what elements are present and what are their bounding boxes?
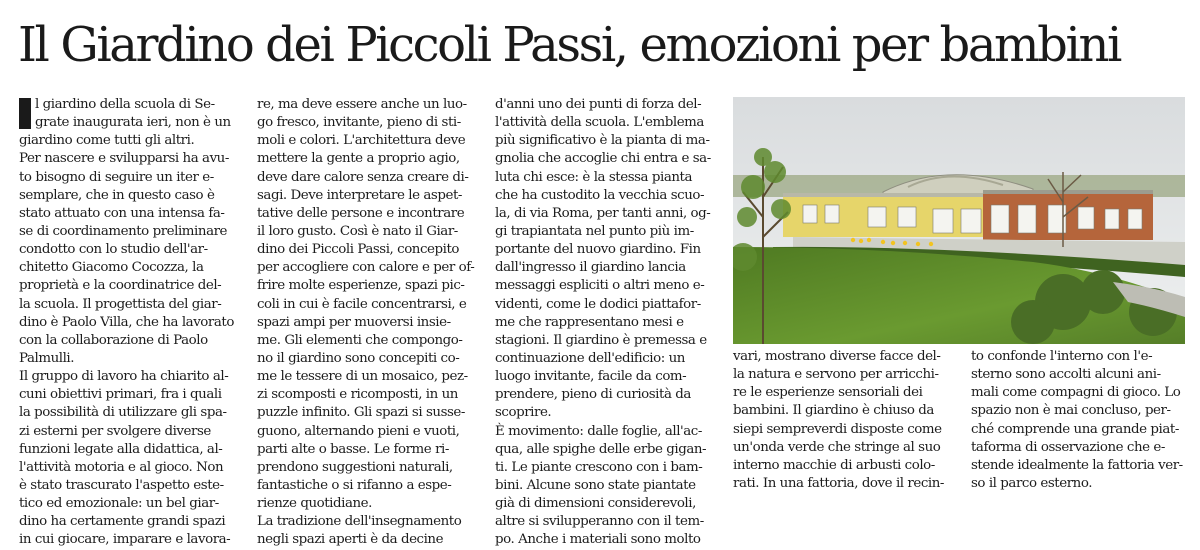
article-text-line: me. Gli elementi che compongo-: [257, 332, 463, 348]
article-text-line: sterno sono accolti alcuni ani-: [971, 367, 1161, 383]
article-text-line: per accogliere con calore e per of-: [257, 260, 475, 276]
article-column-5: [971, 348, 1189, 493]
article-text-line: la scuola. Il progettista del giar-: [19, 296, 222, 312]
article-text-line: tative delle persone e incontrare: [257, 205, 465, 221]
article-text-line: il loro gusto. Così è nato il Giar-: [257, 223, 458, 239]
drop-cap-bar: [19, 98, 31, 129]
article-text-line: È movimento: dalle foglie, all'ac-: [495, 423, 702, 439]
article-text-line: spazio non è mai concluso, per-: [971, 403, 1171, 419]
article-text-line: portante del nuovo giardino. Fin: [495, 242, 701, 258]
article-text-line: moli e colori. L'architettura deve: [257, 133, 466, 149]
article-text-line: frire molte esperienze, spazi pic-: [257, 278, 465, 294]
article-text-line: in cui giocare, imparare e lavora-: [19, 532, 231, 548]
article-text-line: l'attività della scuola. L'emblema: [495, 115, 704, 131]
article-text-line: deve dare calore senza creare di-: [257, 169, 469, 185]
article-text-line: stende idealmente la fattoria ver-: [971, 457, 1183, 473]
article-text-line: chitetto Giacomo Cocozza, la: [19, 260, 204, 276]
article-text-line: me le tessere di un mosaico, pez-: [257, 369, 468, 385]
article-text-line: negli spazi aperti è da decine: [257, 532, 444, 548]
article-text-line: scoprire.: [495, 405, 552, 421]
article-text-line: stato attuato con una intensa fa-: [19, 205, 225, 221]
article-text-line: cuni obiettivi primari, fra i quali: [19, 387, 222, 403]
article-text-line: luogo invitante, facile da com-: [495, 369, 687, 385]
article-text-line: stagioni. Il giardino è premessa e: [495, 332, 707, 348]
article-text-line: se di coordinamento preliminare: [19, 223, 228, 239]
article-text-line: rienze quotidiane.: [257, 496, 372, 512]
article-text-line: puzzle infinito. Gli spazi si susse-: [257, 405, 465, 421]
article-text-line: un'onda verde che stringe al suo: [733, 439, 941, 455]
article-text-line: siepi sempreverdi disposte come: [733, 421, 942, 437]
article-text-line: altre si svilupperanno con il tem-: [495, 514, 704, 530]
article-text-line: Palmulli.: [19, 350, 75, 366]
article-text-line: to bisogno di seguire un iter e-: [19, 169, 214, 185]
article-text-line: è stato trascurato l'aspetto este-: [19, 477, 224, 493]
article-text-line: bambini. Il giardino è chiuso da: [733, 403, 934, 419]
article-text-line: videnti, come le dodici piattafor-: [495, 296, 701, 312]
school-garden-image: [733, 97, 1185, 344]
article-text-line: già di dimensioni considerevoli,: [495, 496, 696, 512]
article-text-line: ché comprende una grande piat-: [971, 421, 1179, 437]
article-text-line: d'anni uno dei punti di forza del-: [495, 97, 702, 112]
article-text-line: dino ha certamente grandi spazi: [19, 514, 226, 530]
article-text-line: funzioni legate alla didattica, al-: [19, 441, 223, 457]
article-text-line: fantastiche o si rifanno a espe-: [257, 477, 452, 493]
article-text-line: mettere la gente a proprio agio,: [257, 151, 460, 167]
article-column-1: [19, 96, 247, 550]
article-text-line: la possibilità di utilizzare gli spa-: [19, 405, 227, 421]
article-text-line: semplare, che in questo caso è: [19, 187, 215, 203]
article-text-line: qua, alle spighe delle erbe gigan-: [495, 441, 707, 457]
article-text-line: dino è Paolo Villa, che ha lavorato: [19, 314, 234, 330]
article-headline: Il Giardino dei Piccoli Passi, emozioni per bambini: [18, 17, 1120, 73]
article-text-line: dall'ingresso il giardino lancia: [495, 260, 686, 276]
article-text-line: più significativo è la pianta di ma-: [495, 133, 710, 149]
article-text-line: giardino come tutti gli altri.: [19, 133, 195, 149]
article-text-line: spazi ampi per muoversi insie-: [257, 314, 451, 330]
article-text-line: dino dei Piccoli Passi, concepito: [257, 242, 459, 258]
article-text-line: messaggi espliciti o altri meno e-: [495, 278, 705, 294]
article-text-line: mali come compagni di gioco. Lo: [971, 385, 1181, 401]
article-text-line: prendere, pieno di curiosità da: [495, 387, 691, 403]
article-text-line: no il giardino sono concepiti co-: [257, 350, 460, 366]
article-text-line: Il gruppo di lavoro ha chiarito al-: [19, 369, 229, 385]
article-text-line: bini. Alcune sono state piantate: [495, 477, 696, 493]
article-text-line: to confonde l'interno con l'e-: [971, 349, 1153, 364]
article-text-line: parti alte o basse. Le forme ri-: [257, 441, 449, 457]
article-text-line: taforma di osservazione che e-: [971, 439, 1165, 455]
article-text-line: re le esperienze sensoriali dei: [733, 385, 923, 401]
article-text-line: po. Anche i materiali sono molto: [495, 532, 701, 548]
article-text-line: La tradizione dell'insegnamento: [257, 514, 462, 530]
article-column-2: [257, 96, 487, 550]
article-text-line: grate inaugurata ieri, non è un: [35, 115, 231, 131]
article-text-line: continuazione dell'edificio: un: [495, 350, 685, 366]
article-text-line: re, ma deve essere anche un luo-: [257, 97, 467, 112]
article-text-line: guono, alternando pieni e vuoti,: [257, 423, 460, 439]
article-text-line: condotto con lo studio dell'ar-: [19, 242, 208, 258]
article-text-line: che ha custodito la vecchia scuo-: [495, 187, 705, 203]
article-text-line: gnolia che accoglie chi entra e sa-: [495, 151, 711, 167]
article-text-line: la, di via Roma, per tanti anni, og-: [495, 205, 711, 221]
article-text-line: ti. Le piante crescono con i bam-: [495, 459, 703, 475]
school-garden-photo: [733, 97, 1185, 344]
article-text-line: interno macchie di arbusti colo-: [733, 457, 935, 473]
article-column-3: [495, 96, 725, 550]
article-text-line: con la collaborazione di Paolo: [19, 332, 208, 348]
article-text-line: tico ed emozionale: un bel giar-: [19, 496, 219, 512]
article-text-line: Per nascere e svilupparsi ha avu-: [19, 151, 229, 167]
article-text-line: zi esterni per svolgere diverse: [19, 423, 211, 439]
article-text-line: proprietà e la coordinatrice del-: [19, 278, 222, 294]
article-column-4: [733, 348, 965, 493]
article-text-line: prendono suggestioni naturali,: [257, 459, 453, 475]
article-text-line: zi scomposti e ricomposti, in un: [257, 387, 458, 403]
article-text-line: gi trapiantata nel punto più im-: [495, 223, 694, 239]
article-text-line: so il parco esterno.: [971, 475, 1092, 491]
article-text-line: go fresco, invitante, pieno di sti-: [257, 115, 461, 131]
article-text-line: luta chi esce: è la stessa pianta: [495, 169, 693, 185]
article-text-line: me che rappresentano mesi e: [495, 314, 684, 330]
article-text-line: l'attività motoria e al gioco. Non: [19, 459, 224, 475]
article-text-line: vari, mostrano diverse facce del-: [733, 349, 941, 364]
article-text-line: coli in cui è facile concentrarsi, e: [257, 296, 467, 312]
article-text-line: sagi. Deve interpretare le aspet-: [257, 187, 462, 203]
article-text-line: l giardino della scuola di Se-: [35, 97, 215, 112]
article-text-line: rati. In una fattoria, dove il recin-: [733, 475, 944, 491]
article-text-line: la natura e servono per arricchi-: [733, 367, 939, 383]
